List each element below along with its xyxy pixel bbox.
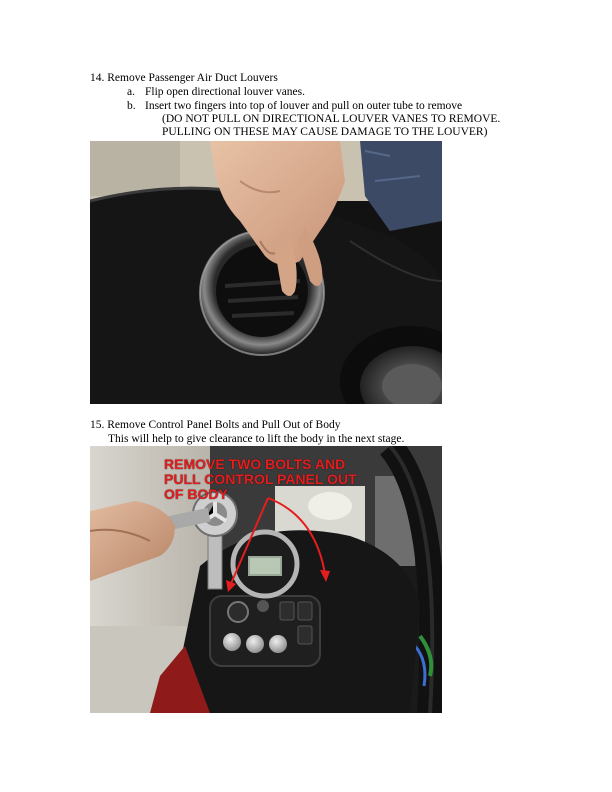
step14-item-b-text: Insert two fingers into top of louver and pull on outer tube to remove (145, 100, 463, 112)
callout-line2: PULL CONTROL PANEL OUT (164, 471, 357, 487)
step14-item-a-text: Flip open directional louver vanes. (145, 86, 306, 98)
louver-removal-illustration (90, 141, 442, 404)
step14-item-a-marker: a. (127, 86, 135, 98)
callout-line1: REMOVE TWO BOLTS AND (164, 456, 346, 472)
step15-note: This will help to give clearance to lift the body in the next stage. (108, 433, 405, 445)
step14-heading: 14. Remove Passenger Air Duct Louvers (90, 72, 278, 84)
louver-removal-photo (90, 141, 442, 404)
callout-line3: OF BODY (164, 486, 228, 502)
step14-warning-line2: PULLING ON THESE MAY CAUSE DAMAGE TO THE LOUVER) (162, 126, 488, 138)
step15-heading: 15. Remove Control Panel Bolts and Pull Out of Body (90, 419, 341, 431)
step14-warning-line1: (DO NOT PULL ON DIRECTIONAL LOUVER VANES TO REMOVE. (162, 113, 501, 125)
control-panel-photo (90, 446, 442, 713)
step14-item-b-marker: b. (127, 100, 136, 112)
